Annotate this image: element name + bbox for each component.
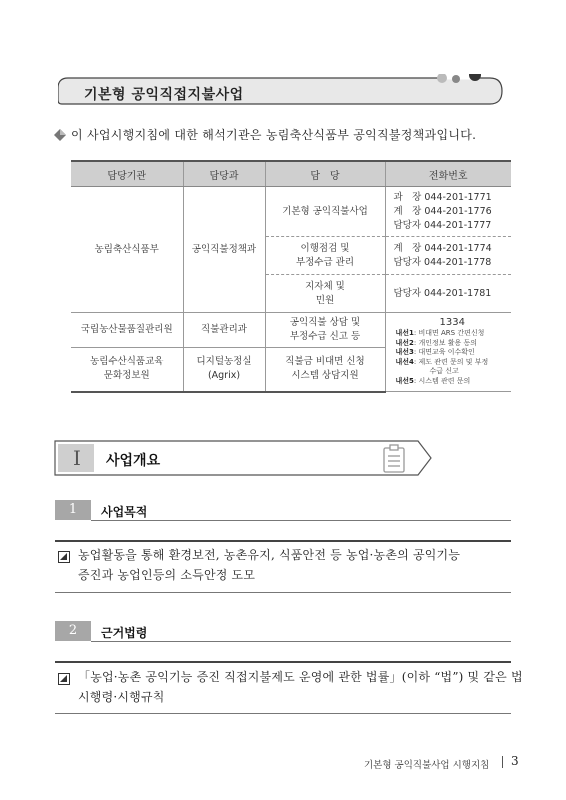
duty-cell <box>265 313 385 348</box>
box-top-rule <box>55 540 511 542</box>
paragraph-line: 농업활동을 통해 환경보전, 농촌유지, 식품안전 등 농업·농촌의 공익기능 <box>78 548 461 562</box>
phone-line: 담당자 044-201-1777 <box>393 219 492 231</box>
phone-cell <box>385 187 511 237</box>
extension-line: 수급 신고 <box>429 367 459 376</box>
duty-cell <box>265 348 385 392</box>
dept-cell: 공익직불정책과 <box>183 187 265 313</box>
subsection-number: 1 <box>55 500 91 520</box>
duty-line: 민원 <box>315 294 335 306</box>
phone-line: 담당자 044-201-1781 <box>393 287 492 299</box>
subsection-underline <box>91 520 511 521</box>
subsection-title: 근거법령 <box>101 626 148 640</box>
extension-line: 내선3: 대면교육 이수확인 <box>395 348 475 357</box>
box-bottom-rule <box>55 713 511 714</box>
duty-cell: 기본형 공익직불사업 <box>265 187 385 237</box>
section-numeral: I <box>73 446 81 470</box>
footer-divider <box>502 756 503 768</box>
duty-line: 이행점검 및 <box>300 242 350 254</box>
contact-table <box>71 160 511 393</box>
table-row <box>71 313 511 348</box>
header-duty: 담 당 <box>265 161 385 187</box>
phone-line: 계 장 044-201-1776 <box>393 205 492 217</box>
callcenter-number: 1334 <box>439 316 465 328</box>
subsection-title: 사업목적 <box>101 505 148 519</box>
program-title: 기본형 공익직접지불사업 <box>84 87 244 103</box>
diamond-bullet-icon <box>54 129 66 141</box>
duty-line: 시스템 상담지원 <box>291 370 359 382</box>
extension-line: 내선5: 시스템 관련 문의 <box>395 376 471 385</box>
paragraph-line: 「농업·농촌 공익기능 증진 직접지불제도 운영에 관한 법률」(이하 “법”) 및 같은 법 <box>78 670 523 684</box>
paragraph <box>78 667 523 707</box>
duty-line: 직불금 비대면 신청 <box>285 356 365 368</box>
dept-cell: 직불관리과 <box>183 313 265 348</box>
dept-cell <box>183 348 265 392</box>
phone-line: 계 장 044-201-1774 <box>393 242 492 254</box>
box-top-rule <box>55 661 511 663</box>
phone-cell <box>385 237 511 275</box>
duty-line: 부정수급 신고 등 <box>289 331 361 342</box>
org-cell <box>71 348 183 392</box>
footer-title: 기본형 공익직불사업 시행지침 <box>364 760 490 771</box>
header-phone: 전화번호 <box>385 161 511 187</box>
header-dept: 담당과 <box>183 161 265 187</box>
duty-line: 부정수급 관리 <box>295 256 355 268</box>
duty-cell <box>265 275 385 313</box>
org-line: 농림수산식품교육 <box>90 356 164 368</box>
callcenter-cell <box>385 313 511 392</box>
phone-cell <box>385 275 511 313</box>
box-arrow-bullet-icon <box>58 673 70 685</box>
paragraph <box>78 545 460 585</box>
box-arrow-bullet-icon <box>58 551 70 563</box>
paragraph-line: 증진과 농업인등의 소득안정 도모 <box>78 568 256 582</box>
phone-line: 담당자 044-201-1778 <box>393 256 492 268</box>
page-number: 3 <box>511 754 519 768</box>
box-bottom-rule <box>55 592 511 593</box>
org-line: 문화정보원 <box>103 370 150 382</box>
table-row <box>71 187 511 237</box>
extension-line: 내선2: 개인정보 활용 동의 <box>395 338 478 347</box>
header-org: 담당기관 <box>71 161 183 187</box>
paragraph-line: 시행령·시행규칙 <box>78 690 165 704</box>
duty-line: 공익직불 상담 및 <box>289 317 361 328</box>
table-header-row <box>71 161 511 187</box>
phone-line: 과 장 044-201-1771 <box>393 191 492 203</box>
extension-line: 내선1: 비대면 ARS 간편신청 <box>395 329 485 338</box>
subsection-underline <box>91 641 511 642</box>
org-cell: 국립농산물품질관리원 <box>71 313 183 348</box>
subsection-number: 2 <box>55 621 91 641</box>
dept-line: 디지털농정실 <box>196 356 252 368</box>
extension-line: 내선4: 제도 관련 문의 및 부정 <box>395 357 489 366</box>
section-title: 사업개요 <box>106 453 161 469</box>
duty-line: 지자체 및 <box>305 280 345 292</box>
duty-cell <box>265 237 385 275</box>
dept-line: (Agrix) <box>207 370 241 382</box>
org-cell: 농림축산식품부 <box>71 187 183 313</box>
intro-text: 이 사업시행지침에 대한 해석기관은 농림축산식품부 공익직불정책과입니다. <box>71 128 477 142</box>
